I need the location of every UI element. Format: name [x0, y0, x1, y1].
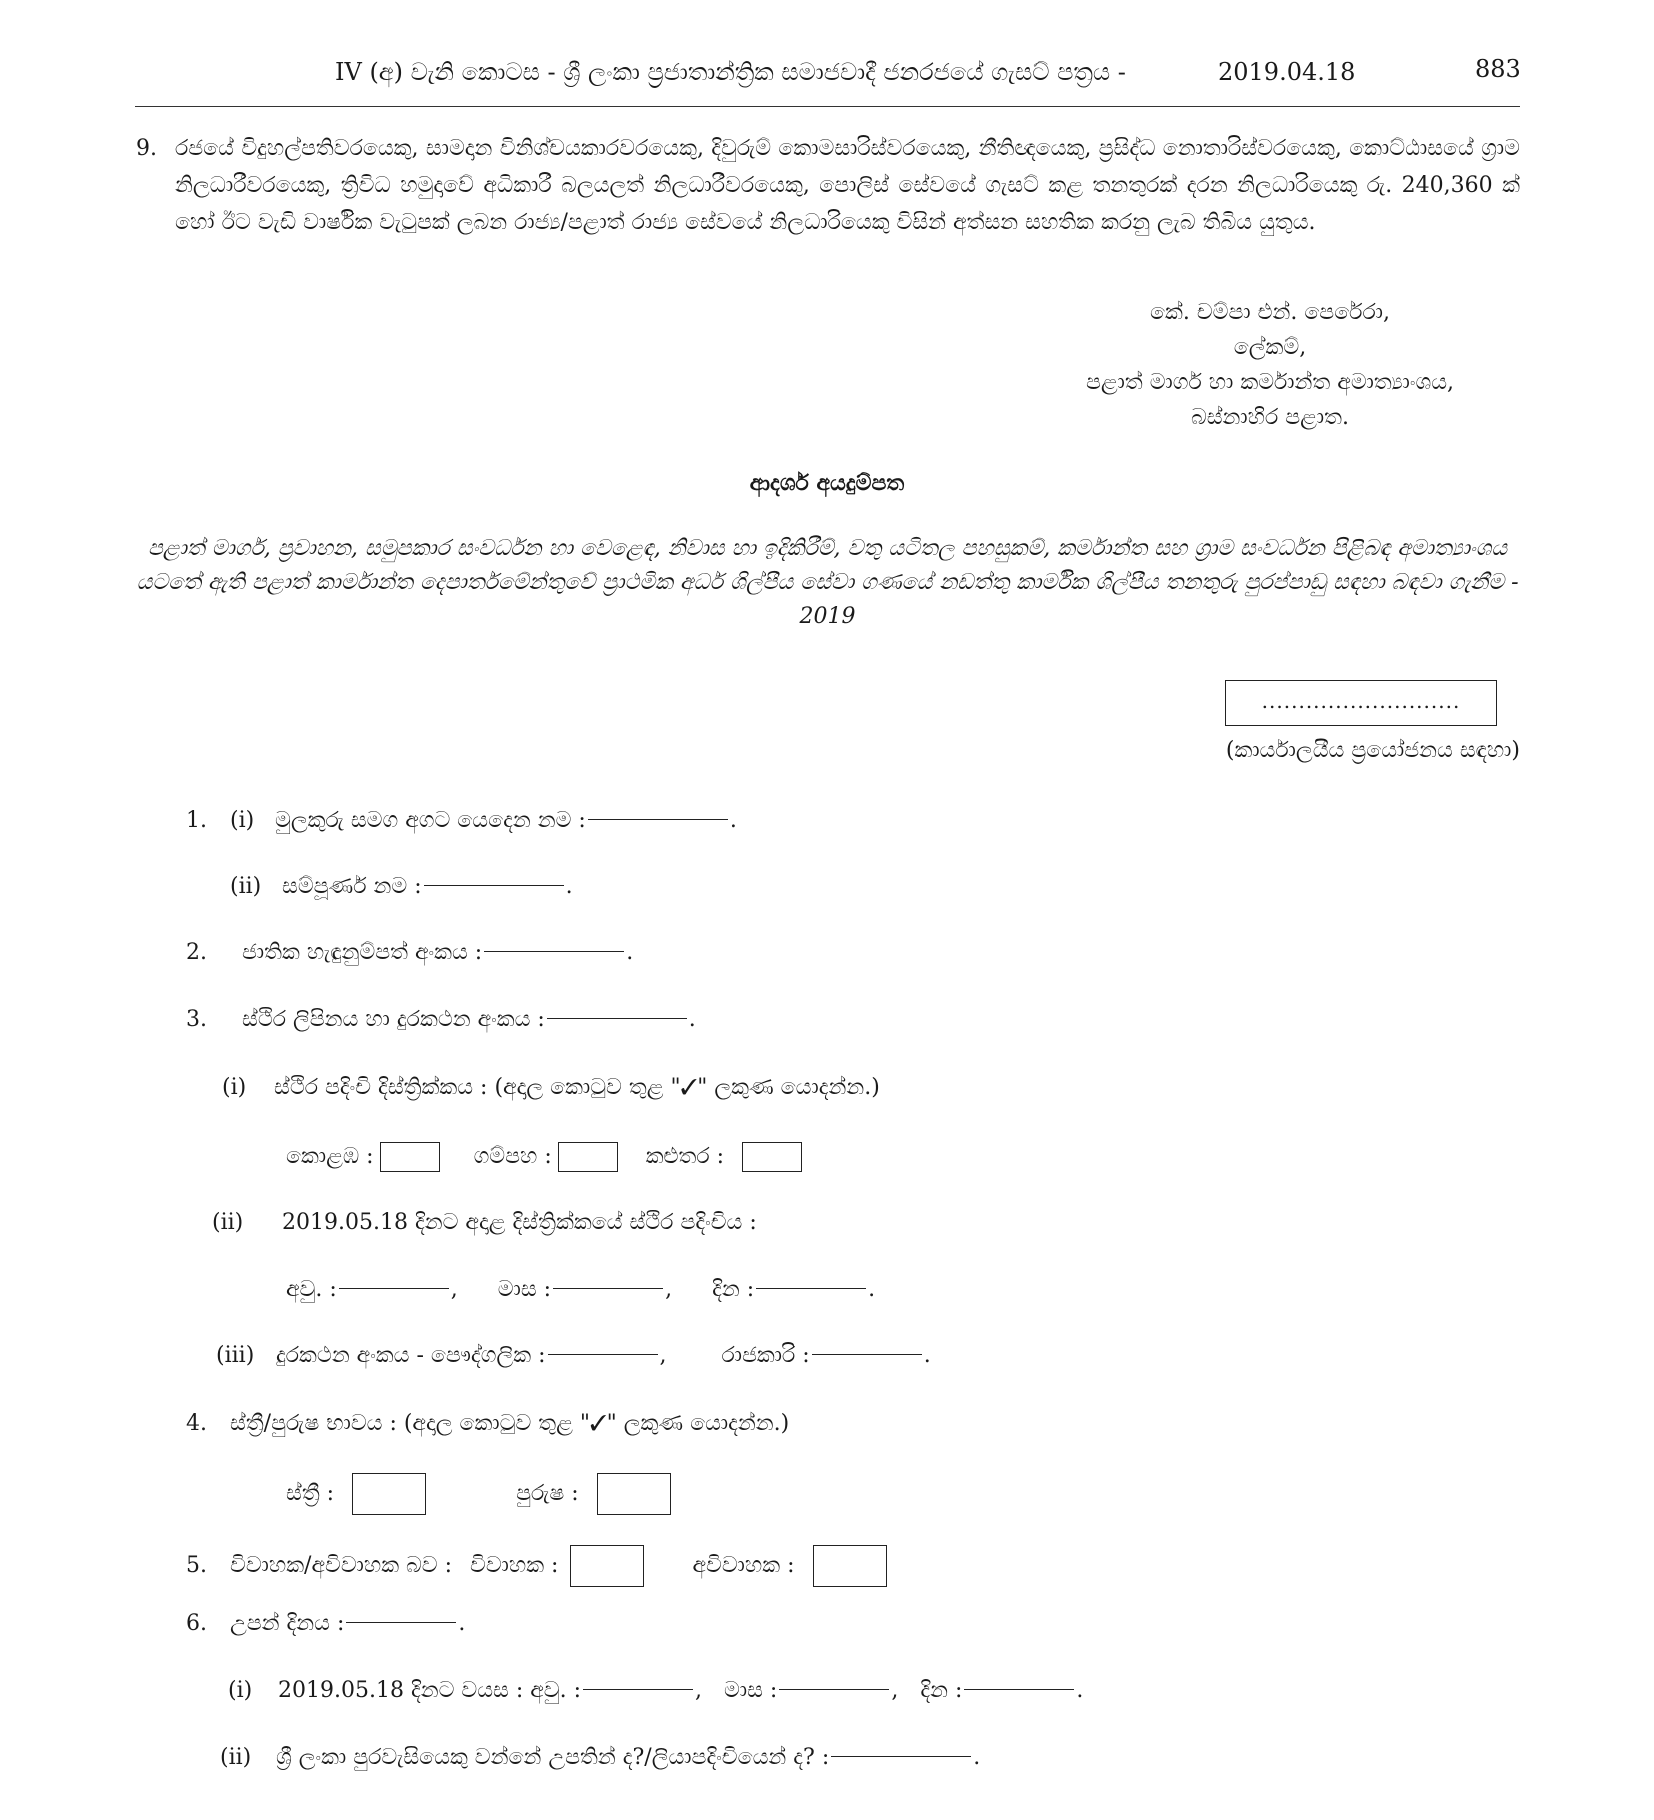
married-checkbox[interactable]	[570, 1545, 644, 1587]
age-days-label: දින :	[920, 1678, 963, 1703]
years-label: අවු. :	[286, 1277, 337, 1302]
phone-official-field[interactable]	[812, 1354, 922, 1355]
phone-personal-label: දුරකථන අංකය - පෞද්ගලික :	[276, 1343, 546, 1368]
age-label: 2019.05.18 දිනට වයස : අවු. :	[278, 1678, 582, 1703]
district-colombo-label: කොළඹ :	[286, 1144, 374, 1169]
district-kalutara-label: කළුතර :	[645, 1144, 725, 1169]
nic-label: ජාතික හැඳුනුම්පත් අංකය :	[242, 940, 483, 965]
item-3-ii-row	[212, 1210, 757, 1235]
residence-months-field[interactable]	[553, 1288, 663, 1289]
male-checkbox[interactable]	[597, 1473, 671, 1515]
full-name-label: සම්පූර්ණ නම :	[282, 874, 422, 899]
signatory-designation: ලේකම්,	[1233, 335, 1307, 360]
female-checkbox[interactable]	[352, 1473, 426, 1515]
phone-official-label: රාජකාරි :	[721, 1343, 810, 1368]
residence-duration-label: 2019.05.18 දිනට අදාළ දිස්ත්‍රික්කයේ ස්ථිර පදිංචිය :	[282, 1210, 757, 1235]
item-number: 5.	[186, 1553, 207, 1578]
address-phone-field[interactable]	[547, 1018, 687, 1019]
item-1-ii-row: (ii) සම්පූර්ණ නම : .	[230, 874, 573, 899]
item-6-ii-row: (ii) ශ්‍රී ලංකා පුරවැසියෙකු වන්නේ උපතින් ද?/ලියාපදිංචියෙන් ද? : .	[220, 1745, 981, 1770]
district-colombo-checkbox[interactable]	[380, 1142, 440, 1172]
unmarried-checkbox[interactable]	[813, 1545, 887, 1587]
office-use-label: (කාර්යාලයීය ප්‍රයෝජනය සඳහා)	[1225, 738, 1520, 763]
birth-date-field[interactable]	[346, 1622, 456, 1623]
item-number: 2.	[186, 940, 207, 965]
item-number: 1.	[186, 808, 207, 833]
page-number: 883	[1475, 55, 1521, 83]
item-6-row: 6. උපන් දිනය : .	[186, 1611, 466, 1636]
item-3-iii-row: (iii) දුරකථන අංකය - පෞද්ගලික : , රාජකාරි : .	[216, 1343, 931, 1368]
sub-number: (ii)	[230, 874, 262, 899]
female-label: ස්ත්‍රී :	[286, 1481, 335, 1506]
item-number: 6.	[186, 1611, 207, 1636]
clause-text: රජයේ විදුහල්පතිවරයෙකු, සාමදාන විනිශ්චයකාරවරයෙකු, දිවුරුම් කොමසාරිස්වරයෙකු, නීතිඥයෙකු, ප්‍රසිද්ධ නොතාරිස්වරයෙකු, කොට්ඨාසයේ ග්‍රාම නිලධාරීවරයෙකු, ත්‍රිවිධ හමුදාවේ අධිකාරී බලයලත් නිලධාරීවරයෙකු, පොලිස් සේවයේ ගැසට් කළ තනතුරක් දරන නිලධාරියෙකු රු. 240,360 ක් හෝ ඊට වැඩි වාර්ෂික වැටුපක් ලබන රාජ්‍ය/පළාත් රාජ්‍ය සේවයේ නිලධාරියෙකු විසින් අත්සන සහතික කරනු ලැබ තිබිය යුතුය.	[175, 136, 1520, 235]
gender-label: ස්ත්‍රී/පුරුෂ භාවය : (අදාල කොටුව තුළ "✓" ලකුණ යොදන්න.)	[230, 1411, 790, 1436]
age-months-label: මාස :	[724, 1678, 778, 1703]
sub-number: (ii)	[212, 1210, 244, 1235]
gazette-header-title: IV (අ) වැනි කොටස - ශ්‍රී ලංකා ප්‍රජාතාන්ත්‍රික සමාජවාදී ජනරජයේ ගැසට් පත්‍රය -	[335, 58, 1126, 86]
district-options	[286, 1142, 802, 1172]
header-divider	[135, 106, 1520, 107]
gender-options	[286, 1473, 671, 1515]
unmarried-label: අවිවාහක :	[692, 1553, 795, 1578]
district-gampaha-checkbox[interactable]	[558, 1142, 618, 1172]
sub-number: (i)	[222, 1075, 247, 1100]
item-number: 3.	[186, 1007, 207, 1032]
age-days-field[interactable]	[964, 1689, 1074, 1690]
days-label: දින :	[712, 1277, 755, 1302]
marital-status-label: විවාහක/අවිවාහක බව :	[230, 1553, 453, 1578]
sub-number: (i)	[228, 1678, 253, 1703]
item-6-i-row: (i) 2019.05.18 දිනට වයස : අවු. : , මාස : , දින : .	[228, 1678, 1084, 1703]
item-1-row: 1. (i) මුලකුරු සමග අගට යෙදෙන නම : .	[186, 808, 737, 833]
gazette-header-date: 2019.04.18	[1218, 58, 1356, 86]
district-label: ස්ථිර පදිංචි දිස්ත්‍රික්කය : (අදාල කොටුව තුළ "✓" ලකුණ යොදන්න.)	[274, 1075, 880, 1100]
full-name-field[interactable]	[424, 885, 564, 886]
form-subtitle: පළාත් මාර්ග, ප්‍රවාහන, සමුපකාර සංවර්ධන හා වෙළෙඳ, නිවාස හා ඉදිකිරීම්, වතු යටිතල පහසුකම්, කර්මාන්ත සහ ග්‍රාම සංවර්ධන පිළිබඳ අමාත්‍යාංශය යටතේ ඇති පළාත් කාර්මාන්ත දෙපාර්තමේන්තුවේ ප්‍රාථමික අර්ධ ශිල්පීය සේවා ගණයේ නඩත්තු කාර්මික ශිල්පීය තනතුරු පුරප්පාඩු සඳහා බඳවා ගැනීම - 2019	[136, 536, 1519, 629]
district-gampaha-label: ගම්පහ :	[473, 1144, 552, 1169]
item-5-row	[186, 1545, 887, 1587]
initials-name-field[interactable]	[588, 819, 728, 820]
residence-days-field[interactable]	[756, 1288, 866, 1289]
district-kalutara-checkbox[interactable]	[742, 1142, 802, 1172]
sub-number: (ii)	[220, 1745, 252, 1770]
item-3-i-row	[222, 1075, 880, 1100]
age-months-field[interactable]	[779, 1689, 889, 1690]
married-label: විවාහක :	[470, 1553, 559, 1578]
citizenship-field[interactable]	[831, 1756, 971, 1757]
clause-number: 9.	[136, 136, 157, 161]
age-years-field[interactable]	[583, 1689, 693, 1690]
initials-name-label: මුලකුරු සමග අගට යෙදෙන නම :	[275, 808, 586, 833]
signatory-name: කේ. චම්පා එන්. පෙරේරා,	[1149, 300, 1390, 325]
signatory-ministry: පළාත් මාර්ග හා කර්මාන්ත අමාත්‍යාංශය,	[1085, 370, 1455, 395]
nic-field[interactable]	[484, 951, 624, 952]
item-number: 4.	[186, 1411, 207, 1436]
item-4-row	[186, 1411, 789, 1436]
months-label: මාස :	[497, 1277, 552, 1302]
residence-years-field[interactable]	[339, 1288, 449, 1289]
address-phone-label: ස්ථිර ලිපිනය හා දුරකථන අංකය :	[242, 1007, 545, 1032]
phone-personal-field[interactable]	[548, 1354, 658, 1355]
citizenship-label: ශ්‍රී ලංකා පුරවැසියෙකු වන්නේ උපතින් ද?/ලියාපදිංචියෙන් ද? :	[276, 1745, 830, 1770]
item-2-row: 2. ජාතික හැඳුනුම්පත් අංකය : .	[186, 940, 634, 965]
male-label: පුරුෂ :	[516, 1481, 579, 1506]
office-box-dots: ...........................	[1261, 689, 1461, 713]
birth-date-label: උපන් දිනය :	[230, 1611, 345, 1636]
office-use-box	[1225, 680, 1497, 726]
form-title: ආදර්ශ අයදුම්පත	[749, 470, 905, 496]
signatory-province: බස්නාහිර පළාත.	[1190, 405, 1350, 430]
sub-number: (iii)	[216, 1343, 255, 1368]
item-3-row: 3. ස්ථිර ලිපිනය හා දුරකථන අංකය : .	[186, 1007, 696, 1032]
sub-number: (i)	[230, 808, 255, 833]
residence-duration-fields: අවු. : , මාස : , දින : .	[286, 1277, 876, 1302]
